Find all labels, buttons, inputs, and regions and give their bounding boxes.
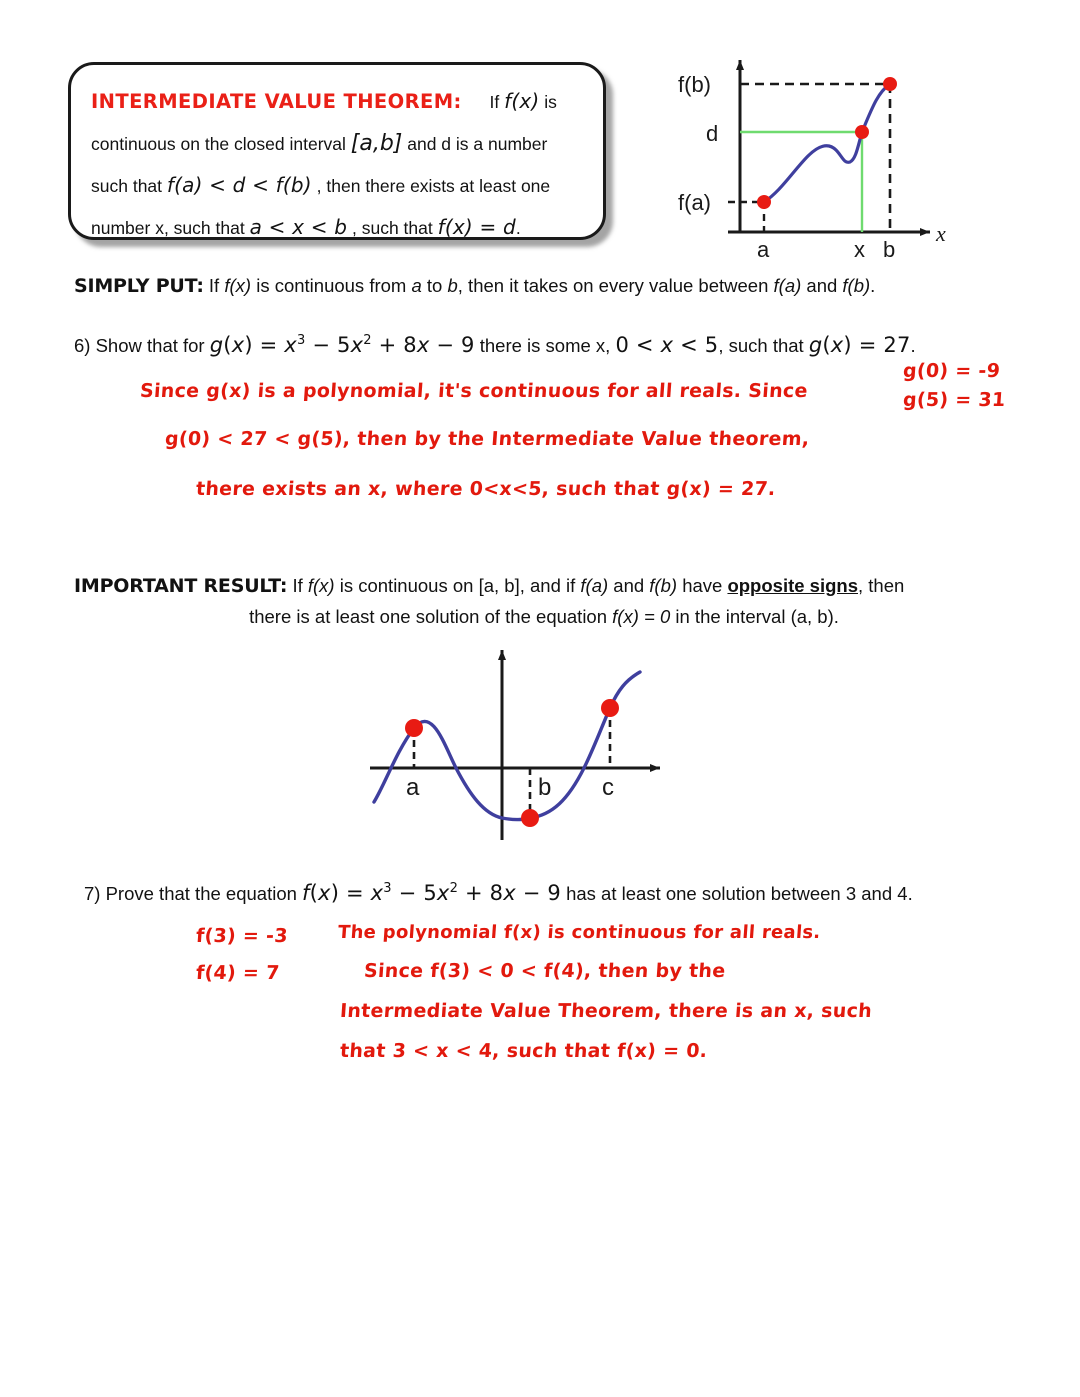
- important-result-text-3: and: [613, 575, 645, 596]
- handwriting-7-line-4: that 3 < x < 4, such that f(x) = 0.: [339, 1040, 709, 1062]
- important-result-emphasis: opposite signs: [727, 575, 858, 596]
- ivt-inequality-x: a < x < b: [249, 215, 348, 239]
- problem-6-equation: $g(x) = x^3 - 5x^2 + 8x - 9$: [209, 333, 475, 357]
- important-result-line2-text-2: in the interval (a, b).: [675, 606, 839, 627]
- ivt-statement-line-2: [91, 123, 583, 165]
- simply-put-fa: f(a): [773, 275, 802, 296]
- problem-6: [74, 333, 1014, 357]
- ivt-line3-prefix: such that: [91, 176, 163, 196]
- problem-7-text-2: has at least one solution between 3 and 4.: [566, 883, 913, 904]
- problem-6-text-2: there is some x,: [479, 335, 611, 356]
- ivt-conclusion-equation: f(x) = d: [437, 215, 516, 239]
- continuous-function-curve: [764, 84, 890, 202]
- ivt-line2-suffix: and d is a number: [407, 134, 548, 154]
- ivt-statement-line-4: [91, 207, 583, 249]
- y-axis-arrow: [736, 60, 744, 70]
- simply-put-text-4: , then it takes on every value between: [457, 275, 769, 296]
- simply-put-lead: SIMPLY PUT:: [74, 275, 204, 297]
- handwriting-6-line-1: Since g(x) is a polynomial, it's continuous for all reals. Since: [139, 380, 809, 402]
- point-c: [601, 699, 619, 717]
- axis-label-x: x: [936, 221, 946, 246]
- tick-label-x: x: [854, 237, 865, 262]
- opposite-signs-graph-svg: [352, 640, 682, 845]
- handwriting-6-line-2: g(0) < 27 < g(5), then by the Intermediate Value theorem,: [164, 428, 811, 450]
- simply-put-statement: [74, 275, 1004, 297]
- problem-7: [84, 881, 1024, 905]
- point-a: [405, 719, 423, 737]
- handwriting-6-side-note-1: g(0) = -9: [902, 360, 1001, 382]
- problem-7-number: 7): [84, 883, 101, 904]
- point-fb: [883, 77, 897, 91]
- simply-put-text-5: and: [806, 275, 838, 296]
- simply-put-fx: f(x): [224, 275, 252, 296]
- y-axis-arrow: [498, 650, 506, 660]
- problem-6-number: 6): [74, 335, 91, 356]
- ivt-line4-period: .: [515, 218, 521, 238]
- important-result-line2-text-1: there is at least one solution of the equation: [249, 606, 608, 627]
- tick-label-b: b: [538, 774, 552, 801]
- point-fa: [757, 195, 771, 209]
- important-result-fa: f(a): [580, 575, 609, 596]
- ivt-graph-svg: [662, 52, 962, 262]
- simply-put-text-3: to: [426, 275, 443, 296]
- ivt-statement-line-3: [91, 165, 583, 207]
- tick-label-b: b: [883, 237, 896, 262]
- x-axis-arrow: [920, 228, 930, 236]
- simply-put-var-a: a: [411, 275, 422, 296]
- tick-label-a: a: [757, 237, 770, 262]
- problem-7-equation: $f(x) = x^3 - 5x^2 + 8x - 9$: [302, 881, 561, 905]
- problem-6-text-3: , such that: [718, 335, 804, 356]
- handwriting-6-line-3: there exists an x, where 0<x<5, such that g(x) = 27.: [195, 478, 777, 500]
- point-b: [521, 809, 539, 827]
- problem-6-interval: 0 < x < 5: [615, 333, 719, 357]
- problem-6-text-4: .: [910, 335, 916, 356]
- ivt-line2-prefix: continuous on the closed interval: [91, 134, 346, 154]
- label-fa: f(a): [678, 190, 711, 215]
- important-result-text-5: , then: [858, 575, 905, 596]
- ivt-title: INTERMEDIATE VALUE THEOREM:: [91, 90, 462, 113]
- important-result-lead: IMPORTANT RESULT:: [74, 575, 288, 597]
- ivt-inequality-d: f(a) < d < f(b): [166, 173, 312, 197]
- ivt-line1-prefix: If: [489, 92, 500, 112]
- ivt-line1-suffix: is: [544, 92, 557, 112]
- problem-7-text-1: Prove that the equation: [105, 883, 297, 904]
- ivt-line4-mid: , such that: [352, 218, 433, 238]
- ivt-closed-interval: [a,b]: [350, 131, 403, 156]
- important-result-line-2: [74, 606, 974, 628]
- simply-put-fb: f(b): [842, 275, 871, 296]
- simply-put-text-2: is continuous from: [256, 275, 407, 296]
- ivt-line4-prefix: number x, such that: [91, 218, 245, 238]
- tick-label-c: c: [602, 774, 614, 801]
- handwriting-7-side-note-2: f(4) = 7: [195, 962, 281, 984]
- handwriting-7-line-1: The polynomial f(x) is continuous for all reals.: [337, 922, 822, 943]
- tick-label-a: a: [406, 774, 420, 801]
- ivt-graph-figure: [662, 52, 962, 262]
- label-fb: f(b): [678, 72, 711, 97]
- handwriting-7-line-3: Intermediate Value Theorem, there is an x, such: [339, 1000, 873, 1022]
- important-result-statement: [74, 575, 974, 628]
- important-result-text-1: If: [292, 575, 303, 596]
- simply-put-var-b: b: [447, 275, 458, 296]
- problem-6-text-1: Show that for: [95, 335, 205, 356]
- label-d: d: [706, 121, 719, 146]
- simply-put-text-1: If: [208, 275, 220, 296]
- opposite-signs-graph-figure: [352, 640, 682, 845]
- intermediate-value-theorem-box: [68, 62, 606, 240]
- handwriting-6-side-note-2: g(5) = 31: [902, 389, 1007, 411]
- important-result-text-4: have: [682, 575, 723, 596]
- ivt-line3-suffix: , then there exists at least one: [316, 176, 551, 196]
- x-axis-arrow: [650, 764, 660, 772]
- handwriting-7-side-note-1: f(3) = -3: [195, 925, 289, 947]
- important-result-text-2: is continuous on [a, b], and if: [339, 575, 576, 596]
- ivt-line1-function: f(x): [504, 89, 540, 113]
- important-result-line2-equation: f(x) = 0: [612, 606, 671, 627]
- problem-6-conclusion: g(x) = 27: [808, 333, 911, 357]
- handwriting-7-line-2: Since f(3) < 0 < f(4), then by the: [363, 960, 727, 982]
- important-result-fb: f(b): [649, 575, 678, 596]
- simply-put-text-6: .: [870, 275, 876, 296]
- point-d: [855, 125, 869, 139]
- important-result-fx: f(x): [307, 575, 335, 596]
- ivt-statement-line-1: [91, 81, 583, 123]
